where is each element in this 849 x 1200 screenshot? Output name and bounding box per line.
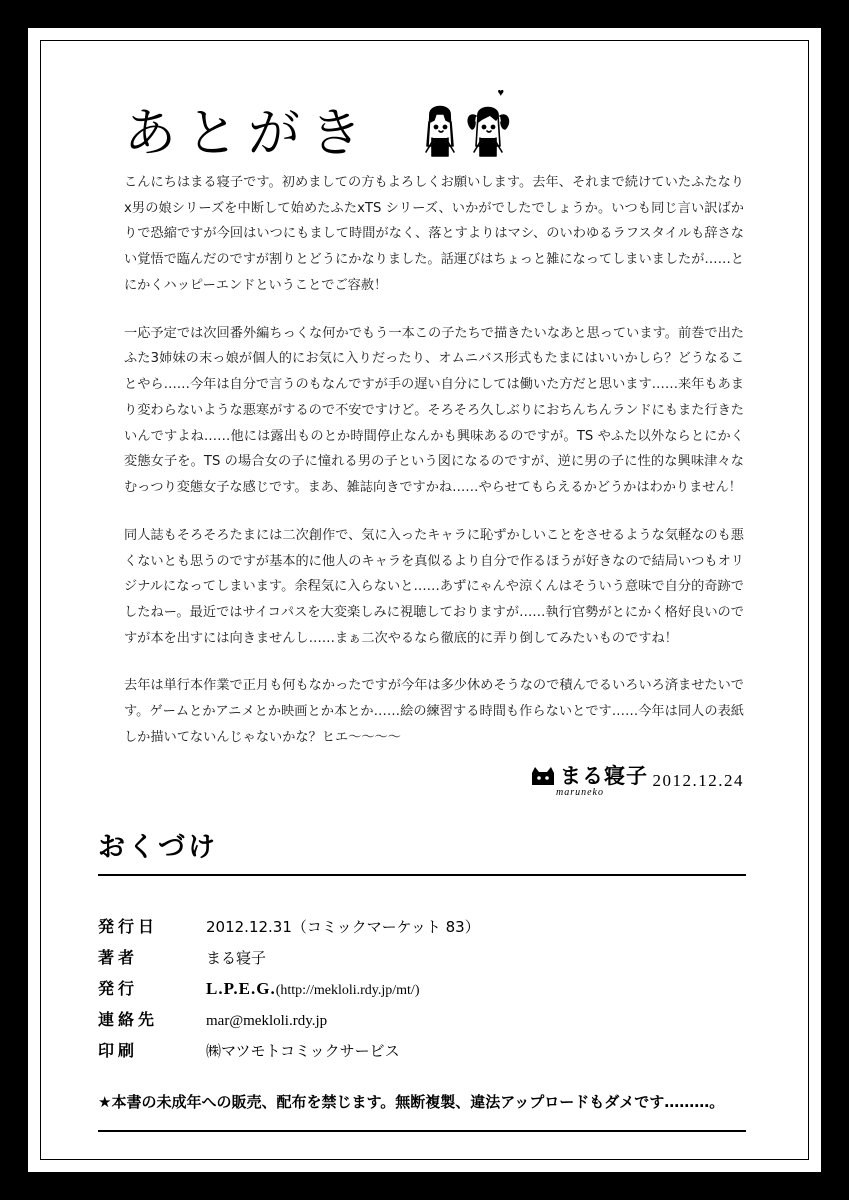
publisher-url: (http://mekloli.rdy.jp/mt/) bbox=[275, 982, 420, 998]
colophon-rule-top bbox=[98, 874, 746, 876]
afterword-body bbox=[124, 170, 744, 751]
table-row bbox=[98, 910, 480, 941]
afterword-paragraph: こんにちはまる寝子です。初めましての方もよろしくお願いします。去年、それまで続けていたふたなりx男の娘シリーズを中断して始めたふたxTS シリーズ、いかがでしたでしょうか。いつも同じ言い訳ばかりで恐縮ですが今回はいつにもまして時間がなく、落とすよりはマシ、のいわゆるラフスタイルも辞さない覚悟で臨んだのですが割りとどうにかなりました。話運びはちょっと雑になってしまいましたが……とにかくハッピーエンドということでご容赦！ bbox=[124, 175, 744, 293]
colophon-label: 発行日 bbox=[98, 916, 159, 936]
afterword-title: あとがき bbox=[124, 104, 373, 164]
colophon-label: 著者 bbox=[98, 947, 139, 967]
colophon-value: ㈱マツモトコミックサービス bbox=[206, 1041, 400, 1060]
afterword-header bbox=[124, 68, 744, 164]
author-signature bbox=[530, 764, 648, 798]
colophon-value-publisher bbox=[206, 972, 480, 1003]
heart-icon: ♥ bbox=[497, 87, 505, 99]
colophon-title: おくづけ bbox=[98, 831, 218, 863]
signature-name: まる寝子 bbox=[560, 764, 648, 789]
colophon-label: 連絡先 bbox=[98, 1009, 159, 1029]
signature-date: 2012.12.24 bbox=[652, 770, 744, 790]
page-content bbox=[98, 68, 744, 1132]
table-row bbox=[98, 941, 480, 972]
afterword-paragraph: 去年は単行本作業で正月も何もなかったですが今年は多少休めそうなので積んでるいろいろ済ませたいです。ゲームとかアニメとか映画とか本とか……絵の練習する時間も作らないとです……今年は同人の表紙しか描いてないんじゃないかな？ヒエ～～～～ bbox=[124, 678, 744, 745]
colophon-value-email: mar@mekloli.rdy.jp bbox=[206, 1012, 328, 1029]
legal-notice: ★本書の未成年への販売、配布を禁じます。無断複製、違法アップロードもダメです………。 bbox=[98, 1092, 725, 1111]
signature-row bbox=[124, 765, 744, 823]
cat-icon bbox=[530, 765, 556, 789]
colophon-value: 2012.12.31（コミックマーケット 83） bbox=[206, 917, 480, 936]
colophon-value: まる寝子 bbox=[206, 948, 267, 967]
afterword-paragraph: 同人誌もそろそろたまには二次創作で、気に入ったキャラに恥ずかしいことをさせるような気軽なのも悪くないとも思うのですが基本的に他人のキャラを真似るより自分で作るほうが好きなので結局いつもオリジナルになってしまいます。余程気に入らないと……あずにゃんや涼くんはそういう意味で自分的奇跡でしたねー。最近ではサイコパスを大変楽しみに視聴しておりますが……執行官勢がとにかく格好良いのですが本を出すには向きませんし……まぁ二次やるなら徹底的に弄り倒してみたいものですね！ bbox=[124, 527, 744, 646]
table-row bbox=[98, 1003, 480, 1034]
chibi-characters-icon bbox=[416, 98, 526, 160]
colophon-label: 発行 bbox=[98, 978, 139, 998]
colophon-label: 印刷 bbox=[98, 1040, 139, 1060]
colophon-table bbox=[98, 910, 480, 1065]
page-sheet bbox=[28, 28, 821, 1172]
signature-romaji: maruneko bbox=[556, 786, 604, 798]
chibi-illustration bbox=[416, 87, 526, 160]
table-row bbox=[98, 972, 480, 1003]
colophon-rule-bottom bbox=[98, 1130, 746, 1132]
table-row bbox=[98, 1034, 480, 1065]
afterword-paragraph: 一応予定では次回番外編ちっくな何かでもう一本この子たちで描きたいなあと思っています。前巻で出たふた3姉妹の末っ娘が個人的にお気に入りだったり、オムニバス形式もたまにはいいかしら？どうなることやら……今年は自分で言うのもなんですが手の遅い自分にしては働いた方だと思います……来年もあまり変わらないような悪寒がするので不安ですけど。そろそろ久しぶりにおちんちんランドにもまた行きたいんですよね……他には露出ものとか時間停止なんかも興味あるのですが。TS やふた以外ならとにかく変態女子を。TS の場合女の子に憧れる男の子という図になるのですが、逆に男の子に性的な興味津々なむっつり変態女子な感じです。まあ、雑誌向きですかね……やらせてもらえるかどうかはわかりません！ bbox=[124, 325, 744, 496]
publisher-logo: L.P.E.G. bbox=[206, 978, 276, 998]
